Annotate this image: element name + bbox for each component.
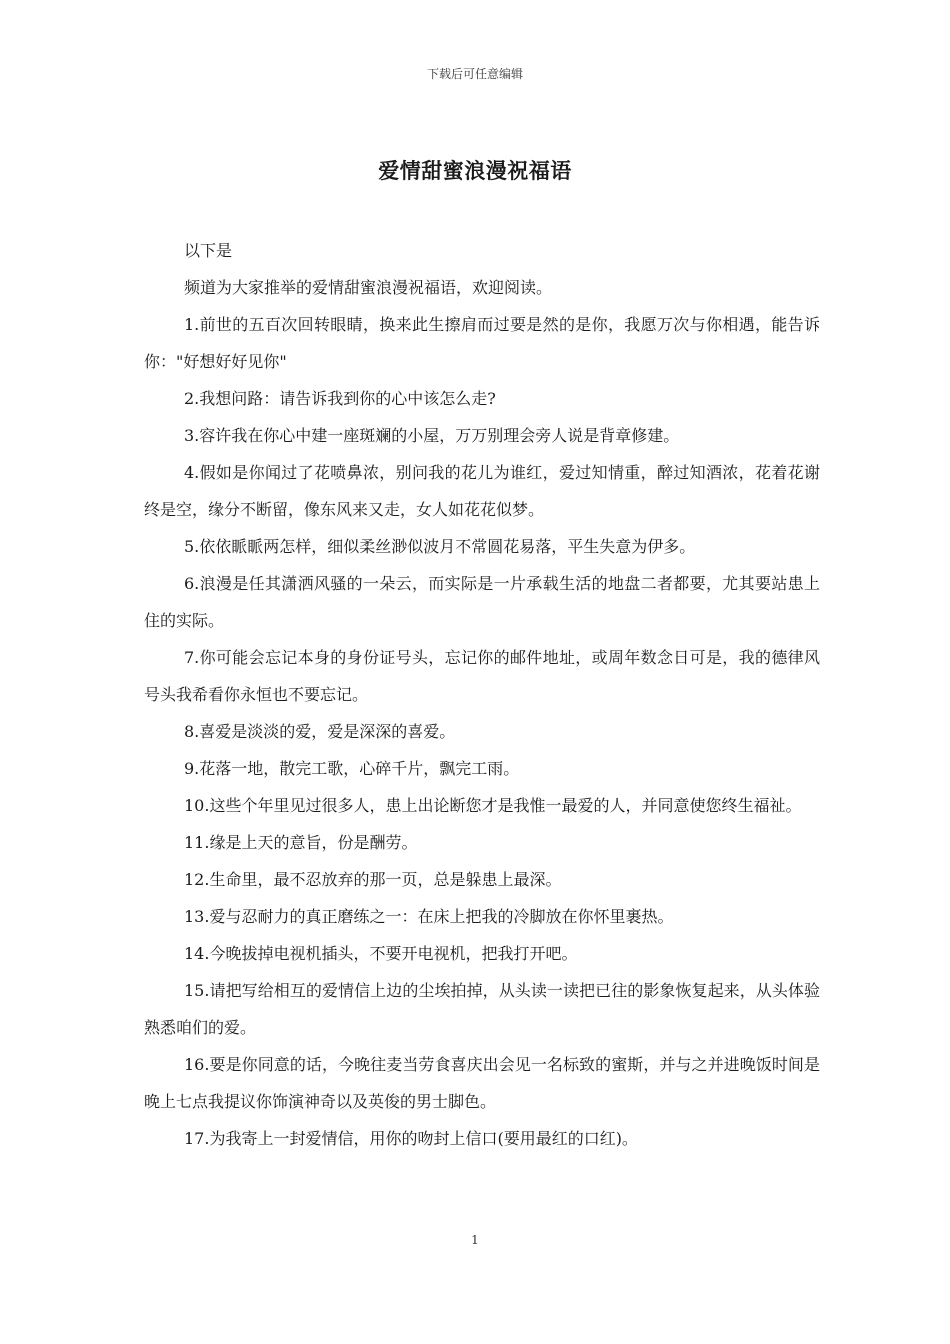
paragraph-item-17: 17.为我寄上一封爱情信，用你的吻封上信口(要用最红的口红)。 xyxy=(184,1129,638,1148)
paragraph-item-7: 7.你可能会忘记本身的身份证号头，忘记你的邮件地址，或周年数念日可是，我的德律风号头我希看你永恒也不要忘记。 xyxy=(144,648,820,704)
paragraph-item-9: 9.花落一地，散完工歌，心碎千片，飘完工雨。 xyxy=(184,759,520,778)
document-body xyxy=(144,232,820,1157)
paragraph-item-15: 15.请把写给相互的爱情信上边的尘埃拍掉，从头读一读把已往的影象恢复起来，从头体验熟悉咱们的爱。 xyxy=(144,981,820,1037)
paragraph-item-13: 13.爱与忍耐力的真正磨练之一：在床上把我的冷脚放在你怀里裹热。 xyxy=(184,907,674,926)
page-number: 1 xyxy=(471,1233,479,1247)
paragraph-item-14: 14.今晚拔掉电视机插头，不要开电视机，把我打开吧。 xyxy=(184,944,578,963)
paragraph-item-4: 4.假如是你闻过了花喷鼻浓，别问我的花儿为谁红，爱过知情重，醉过知酒浓，花着花谢终是空，缘分不断留，像东风来又走，女人如花花似梦。 xyxy=(144,463,820,519)
paragraph-intro: 以下是 xyxy=(184,241,233,260)
paragraph-item-1: 1.前世的五百次回转眼睛，换来此生擦肩而过要是然的是你，我愿万次与你相遇，能告诉你："好想好好见你" xyxy=(144,315,820,371)
page-header: 下载后可任意编辑 xyxy=(426,67,523,81)
paragraph-item-12: 12.生命里，最不忍放弃的那一页，总是躲患上最深。 xyxy=(184,870,562,889)
paragraph-item-11: 11.缘是上天的意旨，份是酬劳。 xyxy=(184,833,418,852)
paragraph-item-6: 6.浪漫是任其潇洒风骚的一朵云，而实际是一片承载生活的地盘二者都要，尤其要站患上住的实际。 xyxy=(144,574,820,630)
document-title: 爱情甜蜜浪漫祝福语 xyxy=(378,158,572,183)
paragraph-item-2: 2.我想问路：请告诉我到你的心中该怎么走? xyxy=(184,389,496,408)
paragraph-item-16: 16.要是你同意的话，今晚往麦当劳食喜庆出会见一名标致的蜜斯，并与之并进晚饭时间是晚上七点我提议你饰演神奇以及英俊的男士脚色。 xyxy=(144,1055,820,1111)
paragraph-intro-2: 频道为大家推举的爱情甜蜜浪漫祝福语，欢迎阅读。 xyxy=(184,278,553,297)
paragraph-item-10: 10.这些个年里见过很多人，患上出论断您才是我惟一最爱的人，并同意使您终生福祉。 xyxy=(184,796,802,815)
paragraph-item-8: 8.喜爱是淡淡的爱，爱是深深的喜爱。 xyxy=(184,722,456,741)
paragraph-item-3: 3.容许我在你心中建一座斑斓的小屋，万万别理会旁人说是背章修建。 xyxy=(184,426,680,445)
paragraph-item-5: 5.依依眽眽两怎样，细似柔丝渺似波月不常圆花易落，平生失意为伊多。 xyxy=(184,537,696,556)
